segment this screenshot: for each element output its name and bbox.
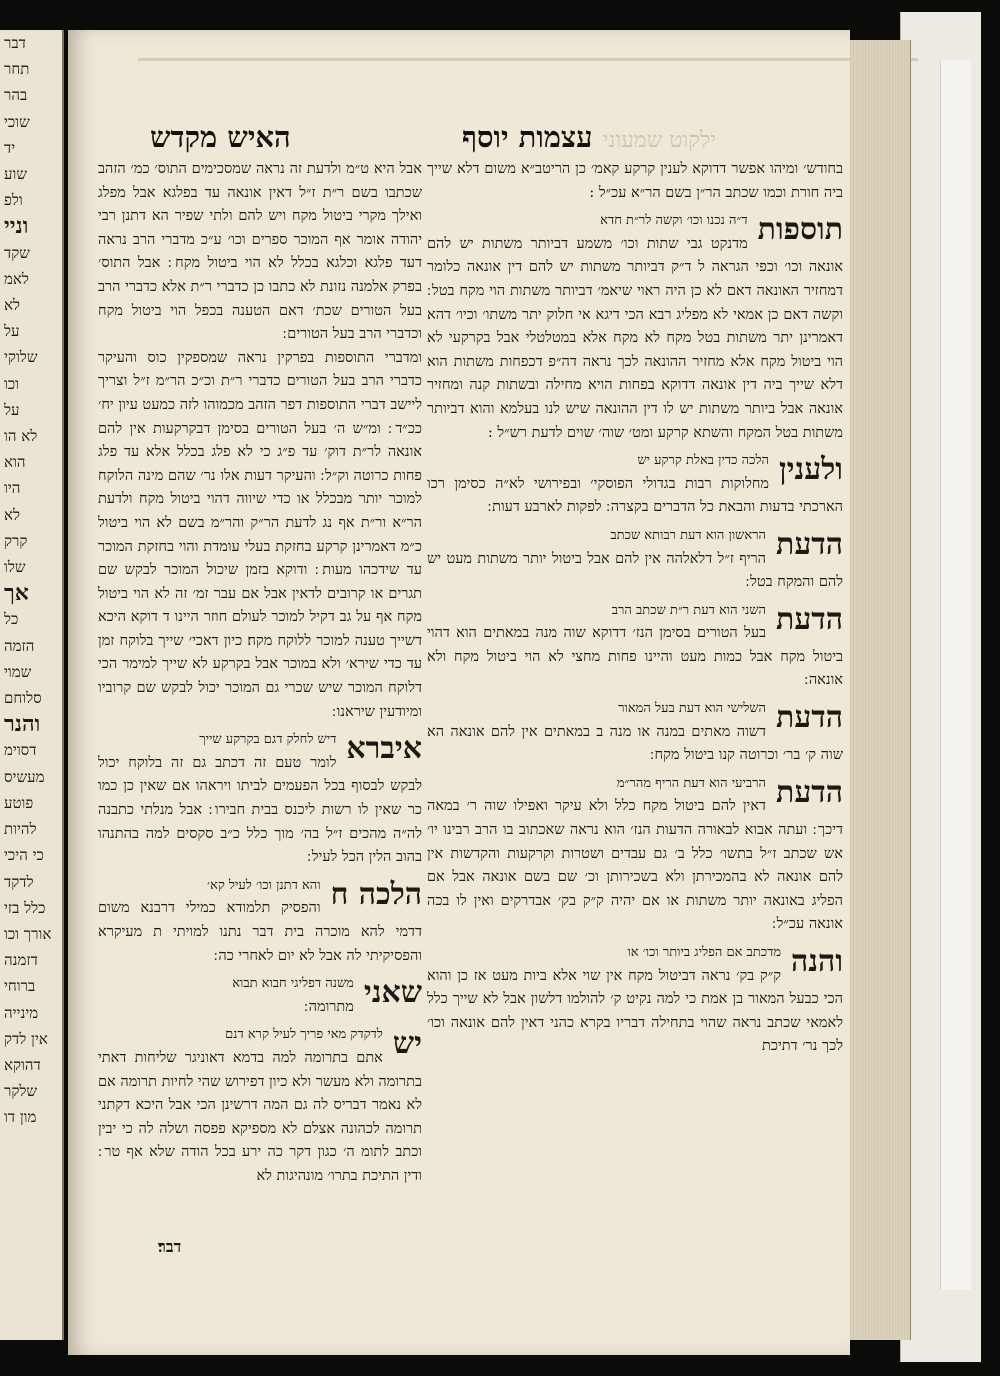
page-top-edge	[138, 58, 918, 61]
section-text: מתרומה ׃	[304, 998, 354, 1015]
facing-page-line: יד	[4, 138, 16, 157]
section-text: דשוה מאתים במנה או מנה ב במאתים אין להם אונאה הא שוה ק׳ בר׳ וכרוטה קנו ביטול מקח ׃	[427, 723, 843, 764]
header-title-right: עצמות יוסף	[462, 120, 593, 154]
lemma-subtitle: והא דתנן וכו׳ לעיל קא׳	[207, 877, 321, 893]
intro-paragraph: בחודש׳ ומיהו אפשר דדוקא לענין קרקע קאמ׳ כן הריטב״א משום דלא שייך ביה חורת וכמו שכתב הר״ן בשם הר״א עכ״ל :	[427, 161, 843, 201]
facing-page-line: לאמ	[4, 269, 29, 288]
facing-page-line: אין לדק	[4, 1029, 48, 1048]
commentary-section	[427, 772, 843, 937]
commentary-section	[98, 874, 422, 968]
commentary-section	[427, 449, 843, 520]
commentary-section	[427, 524, 843, 595]
facing-page-line: וניי	[4, 213, 29, 240]
facing-page-line: וכו	[4, 374, 20, 393]
facing-page-line: והנר	[4, 711, 41, 738]
facing-page-line: שוע	[4, 165, 27, 184]
lemma-heading: שאני	[363, 975, 422, 1011]
commentary-section	[427, 941, 843, 1059]
lemma-heading: איברא	[346, 731, 422, 767]
facing-page-line: כי היכי	[4, 846, 44, 865]
facing-page-line: ולפ	[4, 191, 23, 210]
lemma-subtitle: הלכה כדין באלת קרקע יש	[637, 453, 770, 469]
lemma-heading: הלכה ח	[330, 876, 422, 912]
backing-strip	[940, 60, 971, 1290]
section-text: מדנקט גבי שתות וכו׳ משמע דביותר משתות יש להם אונאה וכו׳ וכפי הגראה ל ד״ק דביותר משתות יש להם דין אונאה כלומר דמחזיר האונאה דאם לא כן היה ראוי שיאמ׳ דביותר משתות הוי מקח בטל ׃ וקשה דאם כן אמאי לא מפליג רבא הכי דיגא אי חלוק יתר משתו׳ וכיו׳ דהא דאמרינן יתר משתות בטל מקח לא מקח אלא במטלטלי אבל בקרקעי לא הוי ביטול מקח אלא מחזיר ההונאה לכך נראה דה״פ דכפחות משתות הוא דלא שייך ביה דין אונאה דדוקא בפחות הויא מחילה ובשתות קנה ומחזיר אונאה אבל ביותר משתות יש לו דין ההונאה שיש לנו בעלמא והוא דביותר משתות בטל המקח והשתא קרקע ומט׳ שוה׳ שוים לדעת רש״ל :	[427, 235, 843, 441]
commentary-section	[98, 972, 422, 1019]
facing-page-line: שמוי	[4, 662, 32, 681]
lemma-heading: הדעת	[776, 774, 843, 810]
facing-page-line: כל	[4, 610, 19, 629]
lemma-heading: הדעת	[776, 526, 843, 562]
lemma-subtitle: הרביעי הוא דעת הריף מהר״מ	[616, 775, 767, 791]
catchword: דבר׃	[158, 1237, 182, 1256]
lemma-subtitle: השלישי הוא דעת בעל המאור	[618, 701, 767, 717]
lemma-heading: יש	[392, 1026, 422, 1062]
facing-page-line: הזמה	[4, 636, 35, 655]
facing-page-line: פוטע	[4, 793, 34, 812]
lemma-subtitle: השני הוא דעת ר״ת שכתב הרב	[611, 602, 767, 618]
section-text: לומר טעם זה דכתב גם זה בלוקח יכול לבקש לבסוף בכל הפעמים לביתו ויראהו אם שאין כן כמו כר שאין לו רשות ליכנס בבית חבירו ׃ אבל מנלתי כתבנה לה״ה מהכים ז״ל בה׳ מוך כלל כ״ב סקסים למה בהתנהו בהוב הלין הכל לעיל ׃	[98, 754, 422, 866]
facing-page-line: לא	[4, 296, 21, 315]
lemma-subtitle: משנה דפליגי חבוא תבוא	[232, 976, 354, 992]
commentary-section	[427, 209, 843, 445]
commentary-section	[427, 599, 843, 693]
lemma-heading: תוספות	[757, 212, 843, 248]
section-text: מחלוקות רבות בגדולי הפוסקי׳ ובפירושי לא״ה כסימן רכו הארכתי בדעות והבאת כל הדברים בקצרה ׃ לפקות לארבע דעות ׃	[427, 475, 843, 516]
facing-page-line: אורך וכו	[4, 924, 52, 943]
facing-page-line: הוא	[4, 453, 26, 472]
page-fore-edge	[850, 40, 911, 1340]
lemma-heading: ולענין	[779, 452, 843, 488]
text-column-left	[98, 158, 422, 1189]
facing-page-line: בהר	[4, 86, 28, 105]
facing-page-line: מעשיס	[4, 767, 45, 786]
running-header-left: האיש מקדש	[150, 120, 291, 154]
facing-page-line: קרק	[4, 531, 28, 550]
facing-page-line: דסוימ	[4, 741, 37, 760]
text-column-right	[427, 158, 843, 1059]
facing-page-line: על	[4, 322, 20, 341]
facing-page-line: לדקד	[4, 872, 34, 891]
facing-page-line: היו	[4, 479, 21, 498]
facing-page-line: שקד	[4, 243, 30, 262]
facing-page-line: לא	[4, 505, 21, 524]
body-paragraph: ומדברי התוספות בפרקין נראה שמספקין כוס והעיקר כדברי הרב בעל הטורים כדברי ר״ת וכ״כ הר״מ ז״ל וצריך ליישב דברי התוספות דפר הזהב מכמוהו לזה כמעט עיון יח׳ ככ״ד ׃ ומ״ש ה׳ בעל הטורים בסימן דבקרקעות אין להם אונאה לר״ת דוק׳ עד פ״ג כי לא פלג בכלל אלא עד פלג פחות כרוטה וק״ל ׃ והעיקר דעות אלו נר׳ שהם מינה הלוקח למוכר יותר מבכלל או כדי שיווה דהוי ביטול מקח ולדעת הר״א ור״ת אף נג לדעת הר״ק והר״מ בשם לא הוי ביטול כ״מ דאמרינן קרקע בחזקת בעלי עומדת והוי בחזקת המוכר עד שידכהו מעות ׃ ודוקא בזמן שיכול המוכר לבקש שם תגרים או קרובים לדאין אבל אם עבר זמ׳ זה לא הוי ביטול מקח אף על גב דקיל למוכר לעולם חוזר היינו ד דוקא היכא דשייך טענה למוכר ללוקח מקח׃ כיון דאכי׳ שייך בלוקח זמן עד כדי שירא׳ ולא במוכר אבל בקרקע לא שייך למימר הכי דלוקח המוכר שיש שכרי גם המוכר יכול לבקש שם קרוביו ומיודעין שיראנו ׃	[98, 349, 422, 720]
commentary-section	[427, 697, 843, 768]
intro-paragraph: אבל היא ט״מ ולדעת זה נראה שמסכימים התוס׳ כמ׳ הזהב שכתבו בשם ר״ת ז״ל דאין אונאה עד בפלגא אבל מפלג ואילך מקרי ביטול מקח ויש להם ולתי שפיר הא דתנן רבי יהודה אומר אף המוכר ספרים וכו׳ ע״כ מדברי הרב נראה דעד פלגא וכלגא בכלל לא הוי ביטול מקח ׃ אבל התוס׳ בפרק אלמנה נזונת לא כתבו כן כדברי ר״ת אלא כדברי הרב בעל הטורים שכת׳ דאם הטענה בכפל הוי ביטול מקח וכדברי הרב בעל הטורים ׃	[98, 161, 422, 343]
lemma-subtitle: לדקדק מאי פריך לעיל קרא דנם	[225, 1027, 383, 1043]
section-text: אתם בתרומה למה בדמא דאוניגר שליחות דאתי בתרומה ולא מעשר ולא כיון דפירוש שהי לחיות תרומה אם לא נאמר דבריס לה גם המה דרשינן הכי אבל היכא דקתני תרומה לכהונה אצלם לא מספיקא פפסה ושלה לה כי יבין וכתב לתומ ה׳ כגון דקר כה ירע בכל הודה שלא אף טר ׃ ודין התיכת בתרו׳ מונהיגות לא	[98, 1049, 422, 1184]
commentary-section	[98, 728, 422, 870]
facing-page-line: שלקר	[4, 1082, 38, 1101]
header-ghost-text: ילקוט שמעוני	[602, 128, 717, 153]
facing-page-line: לא הו	[4, 427, 38, 446]
facing-page-line: מינייה	[4, 1003, 39, 1022]
facing-page-line: שלוקי	[4, 348, 38, 367]
facing-page-line: שלו	[4, 558, 26, 577]
lemma-subtitle: ד״ה נכנו וכו׳ וקשה לר״ת חדא	[600, 213, 748, 229]
lemma-heading: הדעת	[776, 601, 843, 637]
section-text: בעל הטורים בסימן הנז׳ דדוקא שוה מנה במאתים הוא דהוי ביטול מקח אבל כמות מעט והיינו פחות מחצי לא הוי ביטול מקח ולא אונאה ׃	[427, 625, 843, 689]
lemma-subtitle: דיש לחלק דגם בקרקע שייך	[199, 732, 337, 748]
facing-page-line: כלל בזי	[4, 898, 46, 917]
running-header-right	[462, 120, 716, 155]
facing-page-line: דזמנה	[4, 951, 38, 970]
lemma-subtitle: הראשון הוא דעת רבותא שכתב	[610, 527, 767, 543]
facing-page-line: דבר	[4, 34, 26, 52]
lemma-subtitle: מדכתב אם הפליג ביותר וכו׳ או	[627, 945, 782, 960]
facing-page-line: דהוקא	[4, 1055, 41, 1074]
facing-page-line: על	[4, 400, 20, 419]
facing-page-fragment	[0, 30, 64, 1340]
facing-page-line: מון דו	[4, 1108, 37, 1127]
section-text: ק״ק בק׳ נראה דביטול מקח אין שוי אלא ביות מעט אז כן והוא הכי כבעל המאור בן אמת כי למה נקיט ק׳ להולמו דלשון אבל לא שייך כלל לאמאי שכתב נראה שהוי בתחילה דבריו בקרא כהני דאין להם אונאה וכו׳ לכך נר׳ דתיכת	[427, 967, 843, 1055]
facing-page-line: ברוחי	[4, 977, 36, 996]
section-text: דאין להם ביטול מקח כלל ולא עיקר ואפילו שוה ר׳ במאה דיכך ׃ ועתה אבוא לבאורה הדעות הנז׳ הוא נראה שאכתוב בו הרב רבינו יו׳ אש שכתב ז״ל בתשו׳ כלל ב׳ גם עבדים ושטרות וקרקעות והקדשות אין להם אונאה לא בהמכירתן ולא בשכירותן וכ׳ שם בשם אונאה אבל אם הפליג באונאה יותר משתות או אם יהיה ק״ק בק׳ אבדרקים ואין לו בכה אונאה עכ״ל ׃	[427, 798, 843, 933]
facing-page-line: אך	[4, 580, 29, 607]
lemma-heading: הדעת	[776, 700, 843, 736]
facing-page-line: תחר	[4, 60, 30, 79]
facing-page-line: סלוחם	[4, 689, 42, 708]
commentary-section	[98, 1023, 422, 1188]
section-text: והפסיק תלמודא כמילי דרבנא משום דדמי להא מוכרה בית דבר נתנו למויתי ת מעיקרא והפסיקיתי לה אבל לא יום לאחרי כה ׃	[98, 900, 422, 964]
facing-page-line: להיות	[4, 820, 37, 839]
section-text: הריף ז״ל דלאלהה אין להם אבל ביטול יותר משתות מעט יש להם והמקח בטל ׃	[427, 550, 843, 591]
lemma-heading: והנה	[791, 944, 843, 979]
facing-page-line: שוכי	[4, 112, 30, 131]
